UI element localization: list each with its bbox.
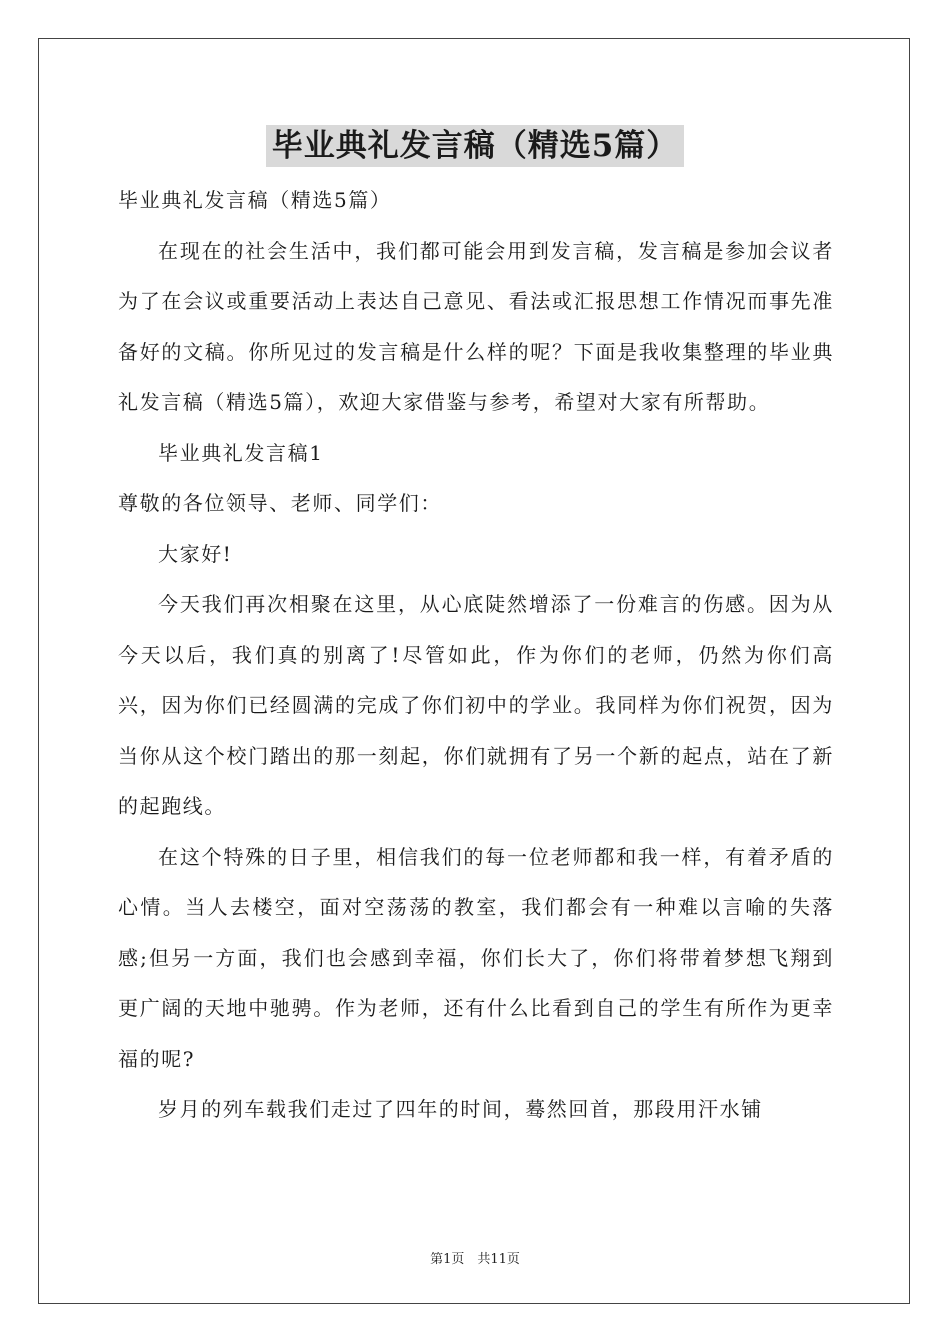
document-body xyxy=(118,175,834,1135)
paragraph: 毕业典礼发言稿（精选5篇） xyxy=(118,188,392,212)
paragraph: 岁月的列车载我们走过了四年的时间，蓦然回首，那段用汗水铺 xyxy=(158,1097,763,1121)
paragraph: 在这个特殊的日子里，相信我们的每一位老师都和我一样，有着矛盾的心情。当人去楼空，面对空荡荡的教室，我们都会有一种难以言喻的失落感;但另一方面，我们也会感到幸福，你们长大了，你们将带着梦想飞翔到更广阔的天地中驰骋。作为老师，还有什么比看到自己的学生有所作为更幸福的呢? xyxy=(118,844,834,1071)
paragraph: 在现在的社会生活中，我们都可能会用到发言稿，发言稿是参加会议者为了在会议或重要活动上表达自己意见、看法或汇报思想工作情况而事先准备好的文稿。你所见过的发言稿是什么样的呢？下面是我收集整理的毕业典礼发言稿（精选5篇），欢迎大家借鉴与参考，希望对大家有所帮助。 xyxy=(118,238,834,414)
title-container xyxy=(0,125,950,167)
paragraph: 今天我们再次相聚在这里，从心底陡然增添了一份难言的伤感。因为从今天以后，我们真的别离了!尽管如此，作为你们的老师，仍然为你们高兴，因为你们已经圆满的完成了你们初中的学业。我同样为你们祝贺，因为当你从这个校门踏出的那一刻起，你们就拥有了另一个新的起点，站在了新的起跑线。 xyxy=(118,592,834,818)
paragraph: 大家好! xyxy=(158,541,233,566)
document-title: 毕业典礼发言稿（精选5篇） xyxy=(266,125,685,167)
page-footer: 第1页 共11页 xyxy=(430,1252,520,1267)
paragraph: 尊敬的各位领导、老师、同学们： xyxy=(118,491,442,515)
paragraph: 毕业典礼发言稿1 xyxy=(158,440,324,465)
